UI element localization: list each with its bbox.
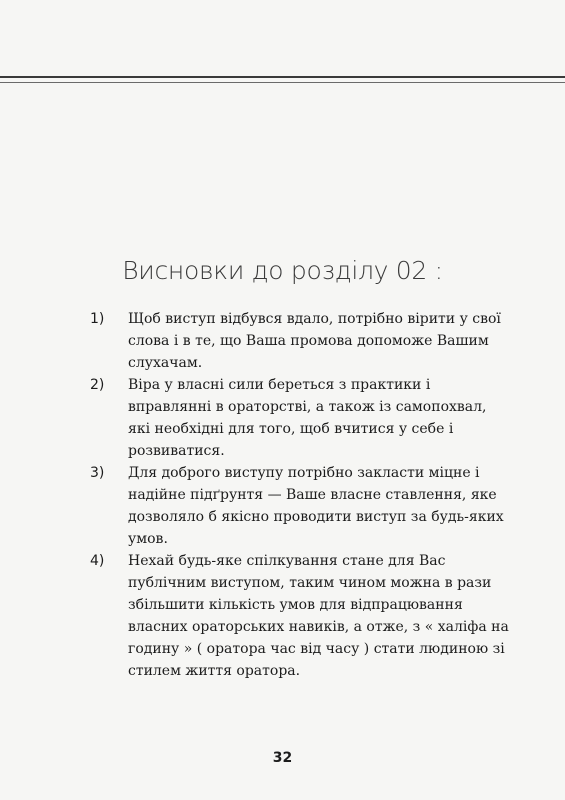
list-item [90, 462, 510, 550]
item-text: Щоб виступ відбувся вдало, потрібно вірити у свої слова і в те, що Ваша промова допоможе Вашим слухачам. [128, 311, 501, 371]
list-item [90, 550, 510, 682]
item-text: Нехай будь-яке спілкування стане для Вас публічним виступом, таким чином можна в рази збільшити кількість умов для відпрацювання власних ораторських навиків, а отже, з « халіфа на годину » ( оратора час від часу ) стати людиною зі стилем життя оратора. [128, 553, 509, 679]
header-rule [0, 76, 565, 83]
conclusions-list [90, 308, 510, 682]
item-number: 4) [90, 553, 105, 569]
item-text: Віра у власні сили береться з практики і вправлянні в ораторстві, а також із самопохвал, які необхідні для того, щоб вчитися у себе і розвиватися. [128, 377, 487, 459]
list-item [90, 308, 510, 374]
list-item [90, 374, 510, 462]
item-number: 1) [90, 311, 105, 327]
item-number: 3) [90, 465, 105, 481]
item-number: 2) [90, 377, 105, 393]
page-number: 32 [272, 750, 293, 766]
section-title: Висновки до розділу 02 : [122, 256, 443, 285]
item-text: Для доброго виступу потрібно закласти міцне і надійне підґрунтя — Ваше власне ставлення, яке дозволяло б якісно проводити виступ за будь-яких умов. [128, 465, 504, 547]
